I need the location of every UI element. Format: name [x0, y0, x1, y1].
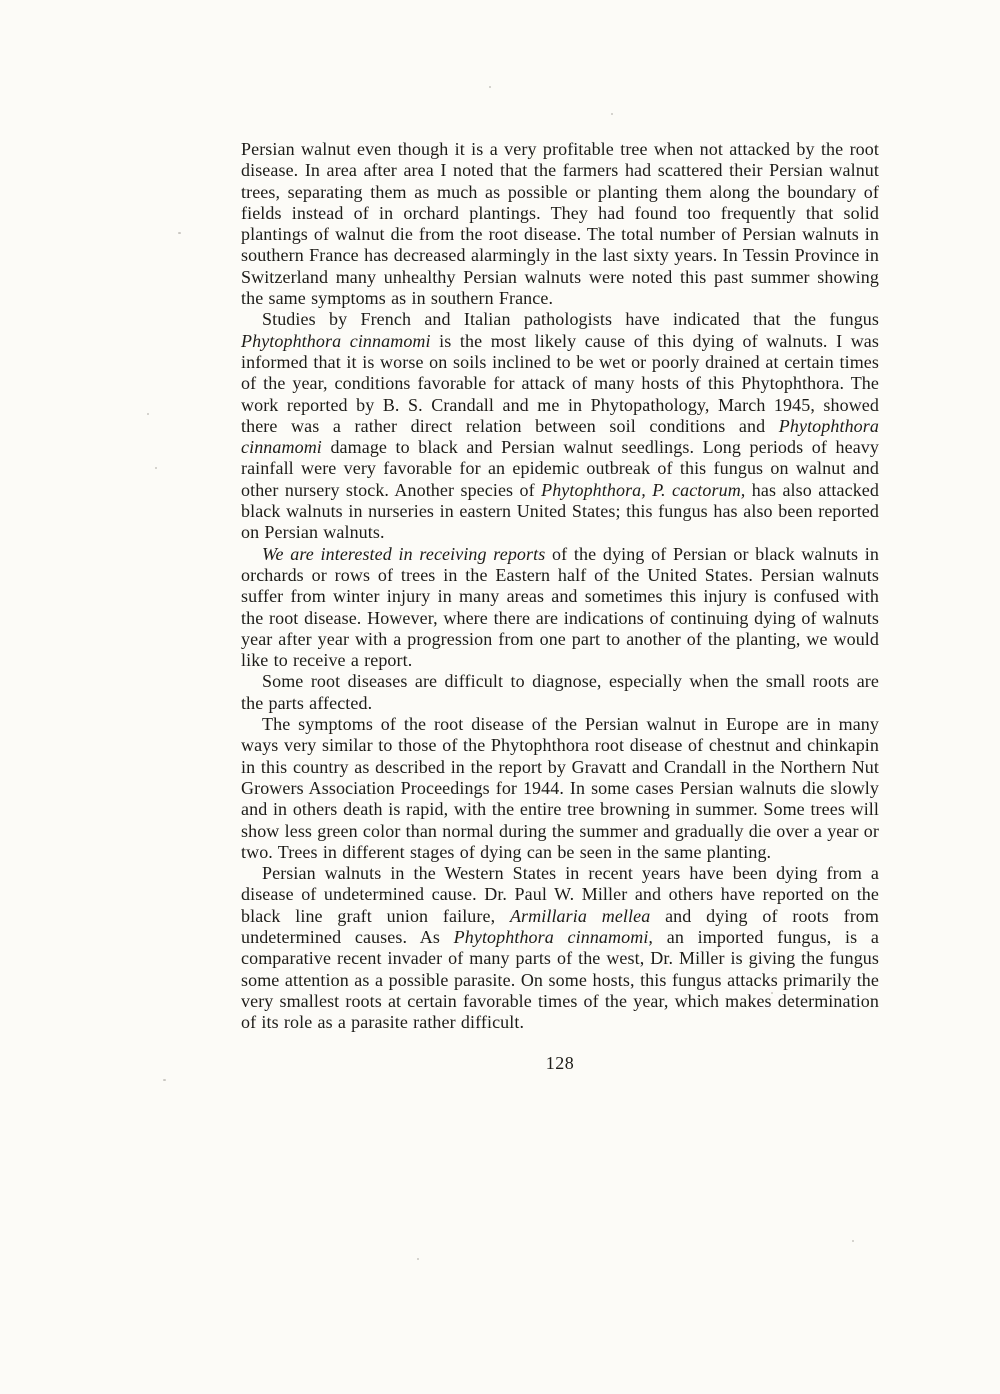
scan-speck — [147, 413, 149, 415]
paragraph-2: Studies by French and Italian pathologists have indicated that the fungus Phytophthora cinnamomi is the most likely cause of this dying of walnuts. I was informed that it is worse on soils inclined to be wet or poorly drained at certain times of the year, conditions favorable for attack of many hosts of this Phytophthora. The work reported by B. S. Crandall and me in Phytopathology, March 1945, showed there was a rather direct relation between soil conditions and Phytophthora cinnamomi damage to black and Persian walnut seedlings. Long periods of heavy rainfall were very favorable for an epidemic outbreak of this fungus on walnut and other nursery stock. Another species of Phytophthora, P. cactorum, has also attacked black walnuts in nurseries in eastern United States; this fungus has also been reported on Persian walnuts. — [241, 309, 879, 543]
paragraph-6: Persian walnuts in the Western States in recent years have been dying from a disease of undetermined cause. Dr. Paul W. Miller and others have reported on the black line graft union failure, Armillaria mellea and dying of roots from undetermined causes. As Phytophthora cinnamomi, an imported fungus, is a comparative recent invader of many parts of the west, Dr. Miller is giving the fungus some attention as a possible parasite. On some hosts, this fungus attacks primarily the very smallest roots at certain favorable times of the year, which makes determination of its role as a parasite rather difficult. — [241, 863, 880, 1033]
scan-speck — [611, 113, 613, 115]
scan-speck — [163, 1079, 166, 1081]
paragraph-4: Some root diseases are difficult to diagnose, especially when the small roots are the parts affected. — [241, 671, 879, 713]
scan-speck — [178, 232, 181, 234]
scan-speck — [852, 1240, 854, 1242]
page-number: 128 — [545, 1053, 575, 1074]
scan-speck — [489, 86, 491, 88]
paragraph-1: Persian walnut even though it is a very profitable tree when not attacked by the root disease. In area after area I noted that the farmers had scattered their Persian walnut trees, separating them as much as possible or planting them along the boundary of fields instead of in orchard plantings. They had found too frequently that solid plantings of walnut die from the root disease. The total number of Persian walnuts in southern France has decreased alarmingly in the last sixty years. In Tessin Province in Switzerland many unhealthy Persian walnuts were noted this past summer showing the same symptoms as in southern France. — [241, 139, 879, 309]
text-column — [241, 139, 879, 1074]
paragraph-5: The symptoms of the root disease of the Persian walnut in Europe are in many ways very similar to those of the Phytophthora root disease of chestnut and chinkapin in this country as described in the report by Gravatt and Crandall in the Northern Nut Growers Association Proceedings for 1944. In some cases Persian walnuts die slowly and in others death is rapid, with the entire tree browning in summer. Some trees will show less green color than normal during the summer and gradually die over a year or two. Trees in different stages of dying can be seen in the same planting. — [241, 714, 879, 862]
scan-speck — [417, 1258, 419, 1260]
paragraph-3: We are interested in receiving reports of the dying of Persian or black walnuts in orchards or rows of trees in the Eastern half of the United States. Persian walnuts suffer from winter injury in many areas and sometimes this injury is confused with the root disease. However, where there are indications of continuing dying of walnuts year after year with a progression from one part to another of the planting, we would like to receive a report. — [241, 543, 879, 671]
scan-speck — [155, 467, 157, 469]
